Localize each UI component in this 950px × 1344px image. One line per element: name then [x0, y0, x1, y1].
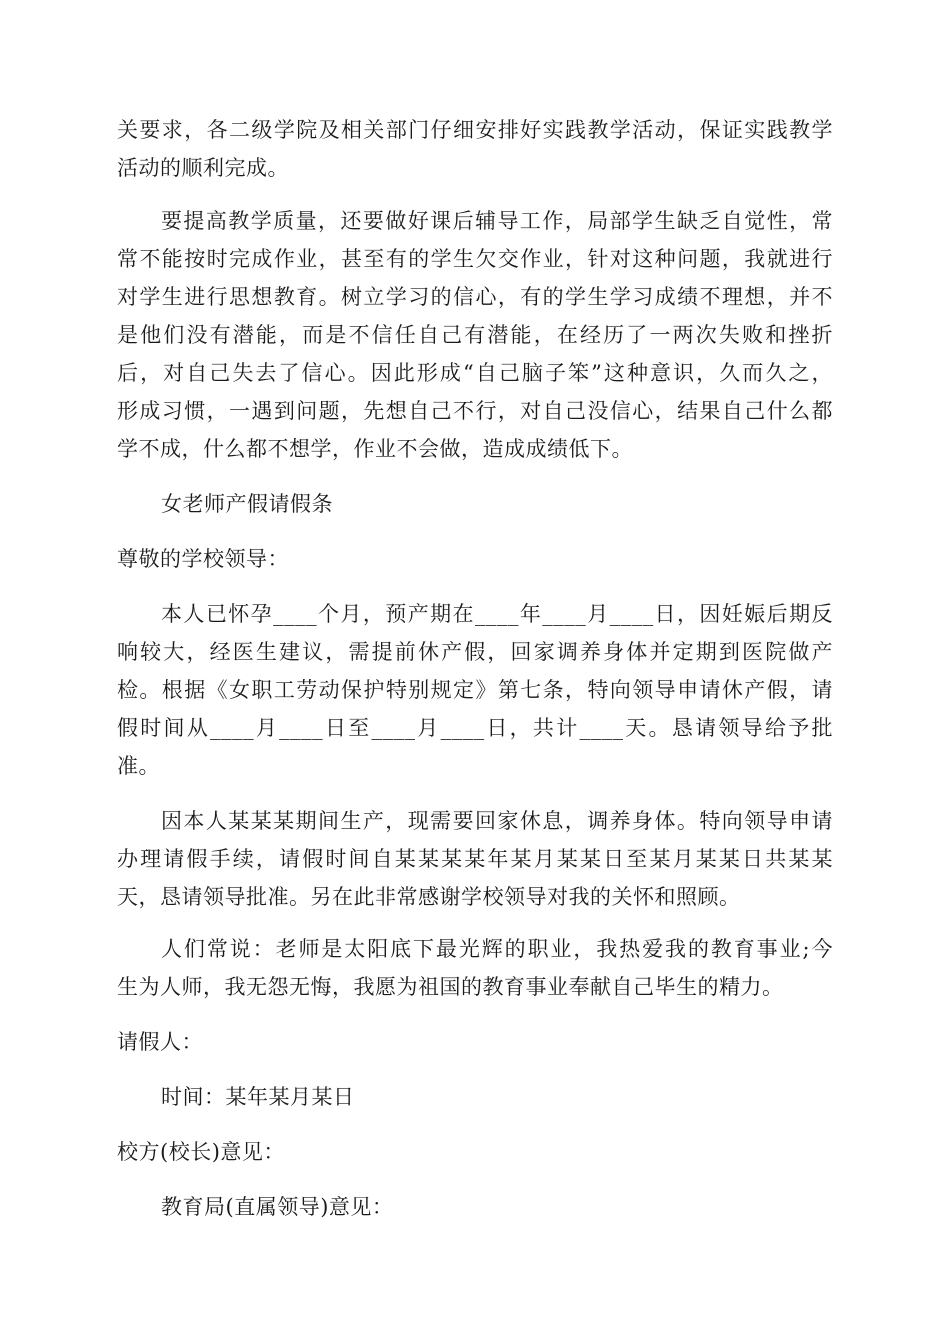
- paragraph-4-line-3: 天，恳请领导批准。另在此非常感谢学校领导对我的关怀和照顾。: [117, 885, 741, 909]
- paragraph-5-line-2: 生为人师，我无怨无悔，我愿为祖国的教育事业奉献自己毕生的精力。: [117, 975, 784, 999]
- paragraph-3-line-1: 本人已怀孕____个月，预产期在____年____月____日，因妊娠后期反: [161, 602, 833, 626]
- document-title: 女老师产假请假条: [161, 492, 333, 516]
- paragraph-2-line-7: 学不成，什么都不想学，作业不会做，造成成绩低下。: [117, 437, 633, 461]
- paragraph-1-line-2: 活动的顺利完成。: [117, 156, 289, 180]
- paragraph-3-line-5: 准。: [117, 754, 160, 778]
- school-opinion-label: 校方(校长)意见：: [117, 1140, 285, 1164]
- paragraph-2-line-5: 后，对自己失去了信心。因此形成“自己脑子笨”这种意识，久而久之，: [117, 361, 833, 385]
- paragraph-2-line-6: 形成习惯，一遇到问题，先想自己不行，对自己没信心，结果自己什么都: [117, 399, 833, 423]
- paragraph-3-line-4: 假时间从____月____日至____月____日，共计____天。恳请领导给予批: [117, 716, 833, 740]
- paragraph-2-line-2: 常不能按时完成作业，甚至有的学生欠交作业，针对这种问题，我就进行: [117, 247, 833, 271]
- paragraph-4-line-2: 办理请假手续，请假时间自某某某某年某月某某日至某月某某日共某某: [117, 847, 833, 871]
- paragraph-2-line-3: 对学生进行思想教育。树立学习的信心，有的学生学习成绩不理想，并不: [117, 285, 833, 309]
- paragraph-3-line-3: 检。根据《女职工劳动保护特别规定》第七条，特向领导申请休产假，请: [117, 678, 833, 702]
- paragraph-5-line-1: 人们常说：老师是太阳底下最光辉的职业，我热爱我的教育事业;今: [161, 937, 833, 961]
- salutation: 尊敬的学校领导：: [117, 547, 289, 571]
- bureau-opinion-label: 教育局(直属领导)意见：: [161, 1195, 394, 1219]
- paragraph-1-line-1: 关要求，各二级学院及相关部门仔细安排好实践教学活动，保证实践教学: [117, 118, 833, 142]
- paragraph-2-line-1: 要提高教学质量，还要做好课后辅导工作，局部学生缺乏自觉性，常: [161, 209, 833, 233]
- applicant-label: 请假人：: [117, 1030, 203, 1054]
- paragraph-2-line-4: 是他们没有潜能，而是不信任自己有潜能，在经历了一两次失败和挫折: [117, 323, 833, 347]
- time-label: 时间：某年某月某日: [161, 1085, 355, 1109]
- paragraph-4-line-1: 因本人某某某期间生产，现需要回家休息，调养身体。特向领导申请: [161, 809, 833, 833]
- paragraph-3-line-2: 响较大，经医生建议，需提前休产假，回家调养身体并定期到医院做产: [117, 640, 833, 664]
